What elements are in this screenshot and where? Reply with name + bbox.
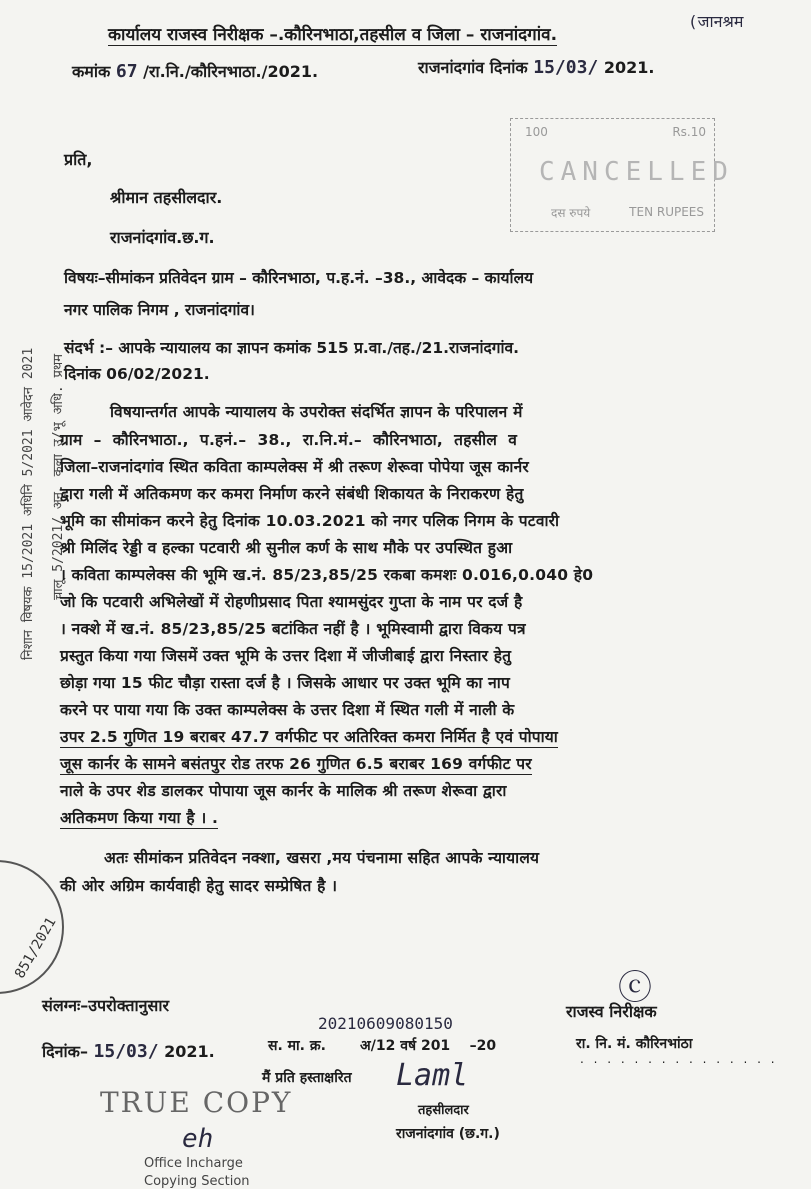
stamp-top-left: 100 xyxy=(525,125,548,139)
margin-round-stamp xyxy=(0,860,64,994)
body-p1-line-15: अतिकमण किया गया है । . xyxy=(60,806,218,829)
body-p1-line-4: भूमि का सीमांकन करने हेतु दिनांक 10.03.2021 को नगर पलिक निगम के पटवारी xyxy=(60,512,560,530)
ref-suffix: /रा.नि./कौरिनभाठा./2021. xyxy=(143,62,319,81)
subject-line-2: नगर पालिक निगम , राजनांदगांव। xyxy=(64,301,255,319)
tehsildar-title: तहसीलदार xyxy=(418,1103,469,1118)
tehsildar-signature-handwritten: Laml xyxy=(396,1058,469,1093)
stamp-cancelled-text: CANCELLED xyxy=(539,157,734,187)
body-p1-line-3: द्वारा गली में अतिकमण कर कमरा निर्माण करने संबंधी शिकायत के निराकरण हेतु xyxy=(60,485,524,503)
office-heading: कार्यालय राजस्व निरीक्षक –.कौरिनभाठा,तहसील व जिला – राजनांदगांव. xyxy=(108,22,557,46)
body-p1-line-12: उपर 2.5 गुणित 19 बराबर 47.7 वर्गफीट पर अतिरिक्त कमरा निर्मित है एवं पोपाया xyxy=(60,725,558,748)
address-to: प्रति, xyxy=(64,150,93,169)
ref-prefix: कमांक xyxy=(72,62,111,81)
reference-line-2: दिनांक 06/02/2021. xyxy=(64,365,210,383)
date-line xyxy=(418,56,654,78)
office-incharge-signature: eh xyxy=(182,1124,214,1154)
footer-date-prefix: दिनांक– xyxy=(42,1042,88,1061)
stamp-bottom-right: TEN RUPEES xyxy=(629,205,704,219)
ri-title: राजस्व निरीक्षक xyxy=(566,1002,657,1021)
body-p1-line-13: जूस कार्नर के सामने बसंतपुर रोड तरफ 26 गुणित 6.5 बराबर 169 वर्गफीट पर xyxy=(60,752,532,775)
footer-date-year: 2021. xyxy=(164,1042,215,1061)
attestation-line: मैं प्रति हस्ताक्षरित xyxy=(262,1070,352,1086)
body-p1-line-7: जो कि पटवारी अभिलेखों में रोहणीप्रसाद पिता श्यामसुंदर गुप्ता के नाम पर दर्ज है xyxy=(60,593,523,611)
footer-date-line xyxy=(42,1040,215,1062)
body-p1-line-6: । कविता काम्पलेक्स की भूमि ख.नं. 85/23,85/25 रकबा कमशः 0.016,0.040 हे0 xyxy=(60,566,594,584)
ri-dotted-line: . . . . . . . . . . . . . . . xyxy=(580,1052,778,1066)
stamp-bottom-left: दस रुपये xyxy=(551,206,591,220)
tehsildar-place: राजनांदगांव (छ.ग.) xyxy=(396,1126,500,1142)
address-place: राजनांदगांव.छ.ग. xyxy=(110,228,215,247)
body-p1-line-0: विषयान्तर्गत आपके न्यायालय के उपरोक्त संदर्भित ज्ञापन के परिपालन में xyxy=(110,403,523,421)
margin-note-1: निशान विषयक 15/2021 अधिनि 5/2021 आवेदन 2021 xyxy=(21,347,36,660)
address-name: श्रीमान तहसीलदार. xyxy=(110,188,223,207)
copying-section-label: Copying Section xyxy=(144,1174,250,1189)
true-copy-stamp: TRUE COPY xyxy=(100,1086,293,1119)
body-p1-line-1: ग्राम – कौरिनभाठा., प.हनं.– 38., रा.नि.मं.– कौरिनभाठा, तहसील व xyxy=(60,431,518,449)
handwritten-number: 20210609080150 xyxy=(318,1014,453,1033)
margin-note-2: चालू 5/2021/ अनु. कला उ/भू अधि. प्रथम xyxy=(51,353,66,600)
body-p1-line-8: । नक्शे में ख.नं. 85/23,85/25 बटांकित नहीं है । भूमिस्वामी द्वारा विकय पत्र xyxy=(60,620,526,638)
body-p1-line-11: करने पर पाया गया कि उक्त काम्पलेक्स के उत्तर दिशा में स्थित गली में नाली के xyxy=(60,701,515,719)
body-p2-line-0: अतः सीमांकन प्रतिवेदन नक्शा, खसरा ,मय पंचनामा सहित आपके न्यायालय xyxy=(104,849,540,867)
body-p1-line-10: छोड़ा गया 15 फीट चौड़ा रास्ता दर्ज है । जिसके आधार पर उक्त भूमि का नाप xyxy=(60,674,510,692)
body-p1-line-2: जिला–राजनांदगांव स्थित कविता काम्पलेक्स में श्री तरूण शेरूवा पोपेया जूस कार्नर xyxy=(60,458,529,476)
body-p1-line-14: नाले के उपर शेड डालकर पोपाया जूस कार्नर के मालिक श्री तरूण शेरूवा द्वारा xyxy=(60,782,507,800)
date-handwritten: 15/03/ xyxy=(533,57,599,78)
body-p2-line-1: की ओर अग्रिम कार्यवाही हेतु सादर सम्प्रेषित है । xyxy=(60,877,338,895)
body-p1-line-9: प्रस्तुत किया गया जिसमें उक्त भूमि के उत्तर दिशा में जीजीबाई द्वारा निस्तार हेतु xyxy=(60,647,512,665)
body-p1-line-5: श्री मिलिंद रेड्डी व हल्का पटवारी श्री सुनील कर्ण के साथ मौके पर उपस्थित हुआ xyxy=(60,539,513,557)
reference-number-line xyxy=(72,60,318,82)
margin-stamp-number: 851/2021 xyxy=(11,914,60,982)
cancelled-stamp-paper xyxy=(510,118,734,232)
handwritten-corner-note: (जानश्रम xyxy=(688,12,744,31)
ri-signature-handwritten: ⓒ xyxy=(618,968,652,1008)
ref-number-handwritten: 67 xyxy=(115,61,138,82)
enclosure-line: संलग्नः–उपरोक्तानुसार xyxy=(42,996,170,1015)
footer-date-handwritten: 15/03/ xyxy=(93,1041,159,1062)
stamp-top-right: Rs.10 xyxy=(672,125,706,139)
date-prefix: राजनांदगांव दिनांक xyxy=(418,58,528,77)
office-incharge-label: Office Incharge xyxy=(144,1156,243,1171)
subject-line-1: विषयः–सीमांकन प्रतिवेदन ग्राम – कौरिनभाठा, प.ह.नं. –38., आवेदक – कार्यालय xyxy=(64,269,534,287)
reference-line-1: संदर्भ :– आपके न्यायालय का ज्ञापन कमांक 515 प्र.वा./तह./21.राजनांदगांव. xyxy=(64,339,519,357)
ri-place: रा. नि. मं. कौरिनभांठा xyxy=(576,1036,693,1052)
register-line: स. मा. क्र. अ/12 वर्ष 201 –20 xyxy=(268,1038,497,1054)
date-year: 2021. xyxy=(603,58,655,77)
